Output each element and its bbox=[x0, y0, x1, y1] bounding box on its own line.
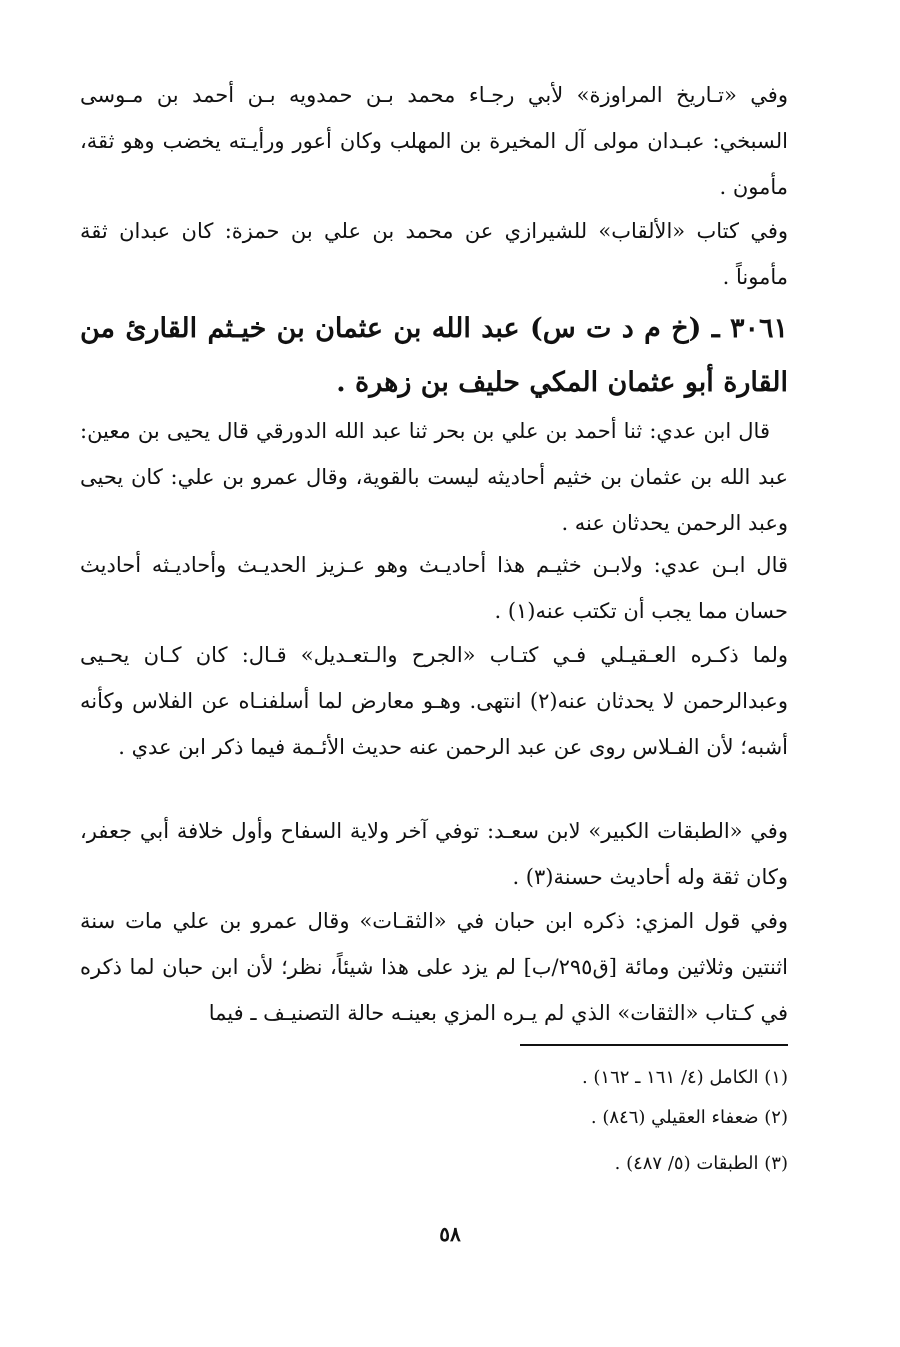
paragraph-mizzi: وفي قول المزي: ذكره ابن حبان في «الثقـات» وقال عمرو بن علي مات سنة اثنتين وثلاثين ومائة [ق٢٩٥/ب] لم يزد على هذا شيئاً، نظر؛ لأن ابن حبان لما ذكره في كـتاب «الثقات» الذي لم يـره المزي بعينـه حالة التصنيـف ـ فيما bbox=[80, 909, 788, 1025]
entry-heading: ٣٠٦١ ـ (خ م د ت س) عبد الله بن عثمان بن خيـثم القارئ من القارة أبو عثمان المكي حليف بن زهرة . bbox=[80, 313, 788, 398]
paragraph-alqab: وفي كتاب «الألقاب» للشيرازي عن محمد بن علي بن حمزة: كان عبدان ثقة مأموناً . bbox=[80, 219, 788, 289]
footnote-divider bbox=[520, 1044, 788, 1046]
paragraph-uqayli: ولما ذكـره العـقيـلي فـي كتـاب «الجرح والـتعـديل» قـال: كان كـان يحـيى وعبدالرحمن لا يحدثان عنه(٢) انتهى. وهـو معارض لما أسلفنـاه عن الفلاس وكأنه أشبه؛ لأن الفـلاس روى عن عبد الرحمن عنه حديث الأئـمة فيما ذكر ابن عدي . bbox=[80, 643, 788, 759]
footnote-3: (٣) الطبقات (٥/ ٤٨٧) . bbox=[614, 1153, 788, 1174]
paragraph-ibn-adi-hadith: قال ابـن عدي: ولابـن خثيـم هذا أحاديـث وهو عـزيز الحديـث وأحاديـثه أحاديث حسان مما يجب أن تكتب عنه(١) . bbox=[80, 553, 788, 623]
paragraph-ibn-adi: قال ابن عدي: ثنا أحمد بن علي بن بحر ثنا عبد الله الدورقي قال يحيى بن معين: عبد الله بن عثمان بن خثيم أحاديثه ليست بالقوية، وقال عمرو بن علي: كان يحيى وعبد الرحمن يحدثان عنه . bbox=[80, 419, 788, 535]
page-number: ٥٨ bbox=[439, 1222, 461, 1246]
paragraph-marawiza: وفي «تـاريخ المراوزة» لأبي رجـاء محمد بـن حمدويه بـن أحمد بن مـوسى السبخي: عبـدان مولى آل المخيرة بن المهلب وكان أعور ورأيـته يخضب وهو ثقة، مأمون . bbox=[80, 83, 788, 199]
paragraph-tabaqat: وفي «الطبقات الكبير» لابن سعـد: توفي آخر ولاية السفاح وأول خلافة أبي جعفر، وكان ثقة وله أحاديث حسنة(٣) . bbox=[80, 819, 788, 889]
footnote-1: (١) الكامل (٤/ ١٦١ ـ ١٦٢) . bbox=[581, 1067, 788, 1088]
footnote-2: (٢) ضعفاء العقيلي (٨٤٦) . bbox=[590, 1107, 788, 1128]
